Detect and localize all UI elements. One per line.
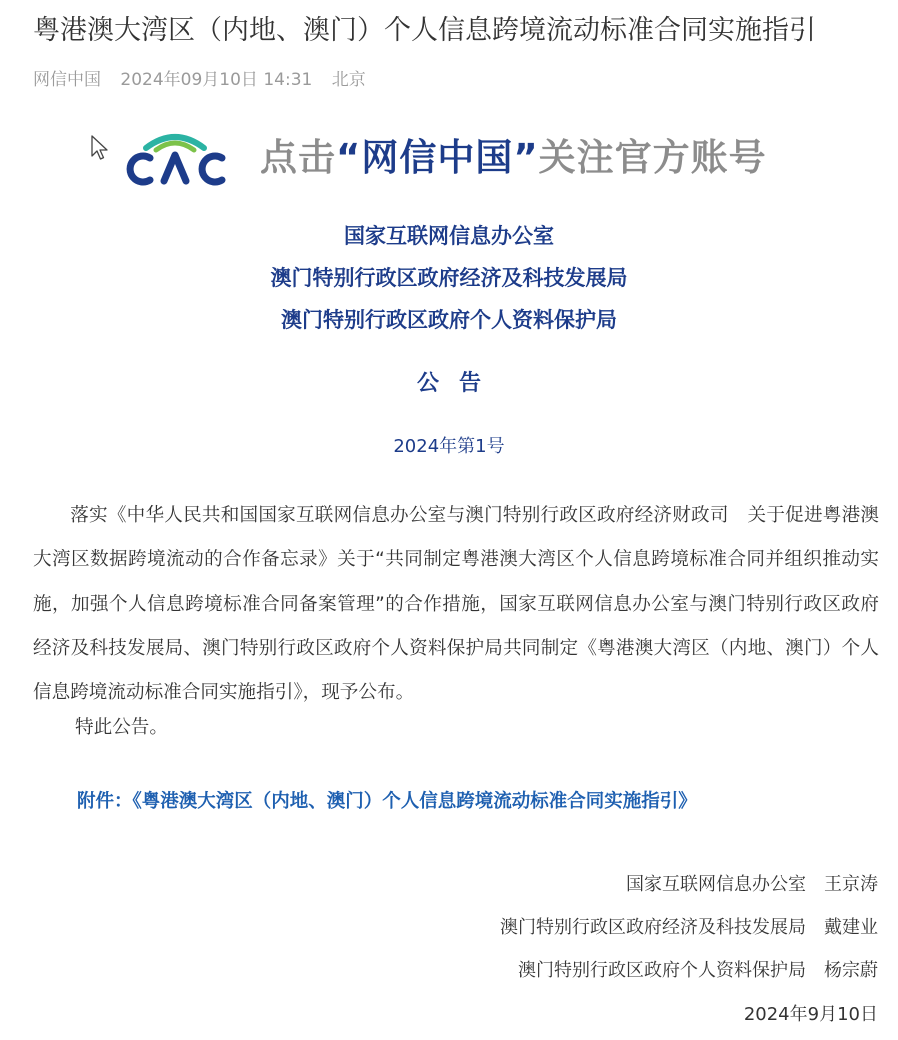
signature-org: 国家互联网信息办公室 <box>626 874 806 895</box>
follow-prompt-account: “网信中国” <box>336 136 539 179</box>
signature-name: 戴建业 <box>824 917 878 938</box>
article-title: 粤港澳大湾区（内地、澳门）个人信息跨境流动标准合同实施指引 <box>33 15 816 46</box>
signature-org: 澳门特别行政区政府经济及科技发展局 <box>500 917 806 938</box>
follow-prompt <box>260 136 767 180</box>
signature-name: 杨宗蔚 <box>824 960 878 981</box>
issuer-3: 澳门特别行政区政府个人资料保护局 <box>281 308 617 332</box>
attachment-link[interactable]: 附件：《粤港澳大湾区（内地、澳门）个人信息跨境流动标准合同实施指引》 <box>77 791 697 812</box>
signature-org: 澳门特别行政区政府个人资料保护局 <box>518 960 806 981</box>
issuer-2: 澳门特别行政区政府经济及科技发展局 <box>270 266 628 290</box>
notice-number: 2024年第1号 <box>393 436 505 457</box>
follow-prompt-suffix: 关注官方账号 <box>538 136 767 179</box>
article-location: 北京 <box>331 70 366 90</box>
notice-body: 落实《中华人民共和国国家互联网信息办公室与澳门特别行政区政府经济财政司 关于促进粤港澳大湾区数据跨境流动的合作备忘录》关于“共同制定粤港澳大湾区个人信息跨境标准合同并组织推动实施，加强个人信息跨境标准合同备案管理”的合作措施，国家互联网信息办公室与澳门特别行政区政府经济及科技发展局、澳门特别行政区政府个人资料保护局共同制定《粤港澳大湾区（内地、澳门）个人信息跨境流动标准合同实施指引》，现予公布。 <box>33 505 879 704</box>
notice-closing: 特此公告。 <box>75 717 168 738</box>
mouse-cursor-icon <box>90 134 110 164</box>
signature-1 <box>626 872 878 898</box>
follow-prompt-prefix: 点击 <box>260 136 336 179</box>
follow-banner[interactable] <box>120 128 800 190</box>
issuer-1: 国家互联网信息办公室 <box>344 224 554 248</box>
signature-3 <box>518 958 878 984</box>
notice-heading: 公告 <box>416 371 501 396</box>
article-datetime: 2024年09月10日 14:31 <box>120 70 313 90</box>
sign-date: 2024年9月10日 <box>743 1004 878 1025</box>
signature-2 <box>500 915 878 941</box>
article-meta <box>33 68 380 92</box>
cac-logo-icon <box>120 128 230 190</box>
signature-name: 王京涛 <box>824 874 878 895</box>
article-source[interactable]: 网信中国 <box>33 70 101 90</box>
